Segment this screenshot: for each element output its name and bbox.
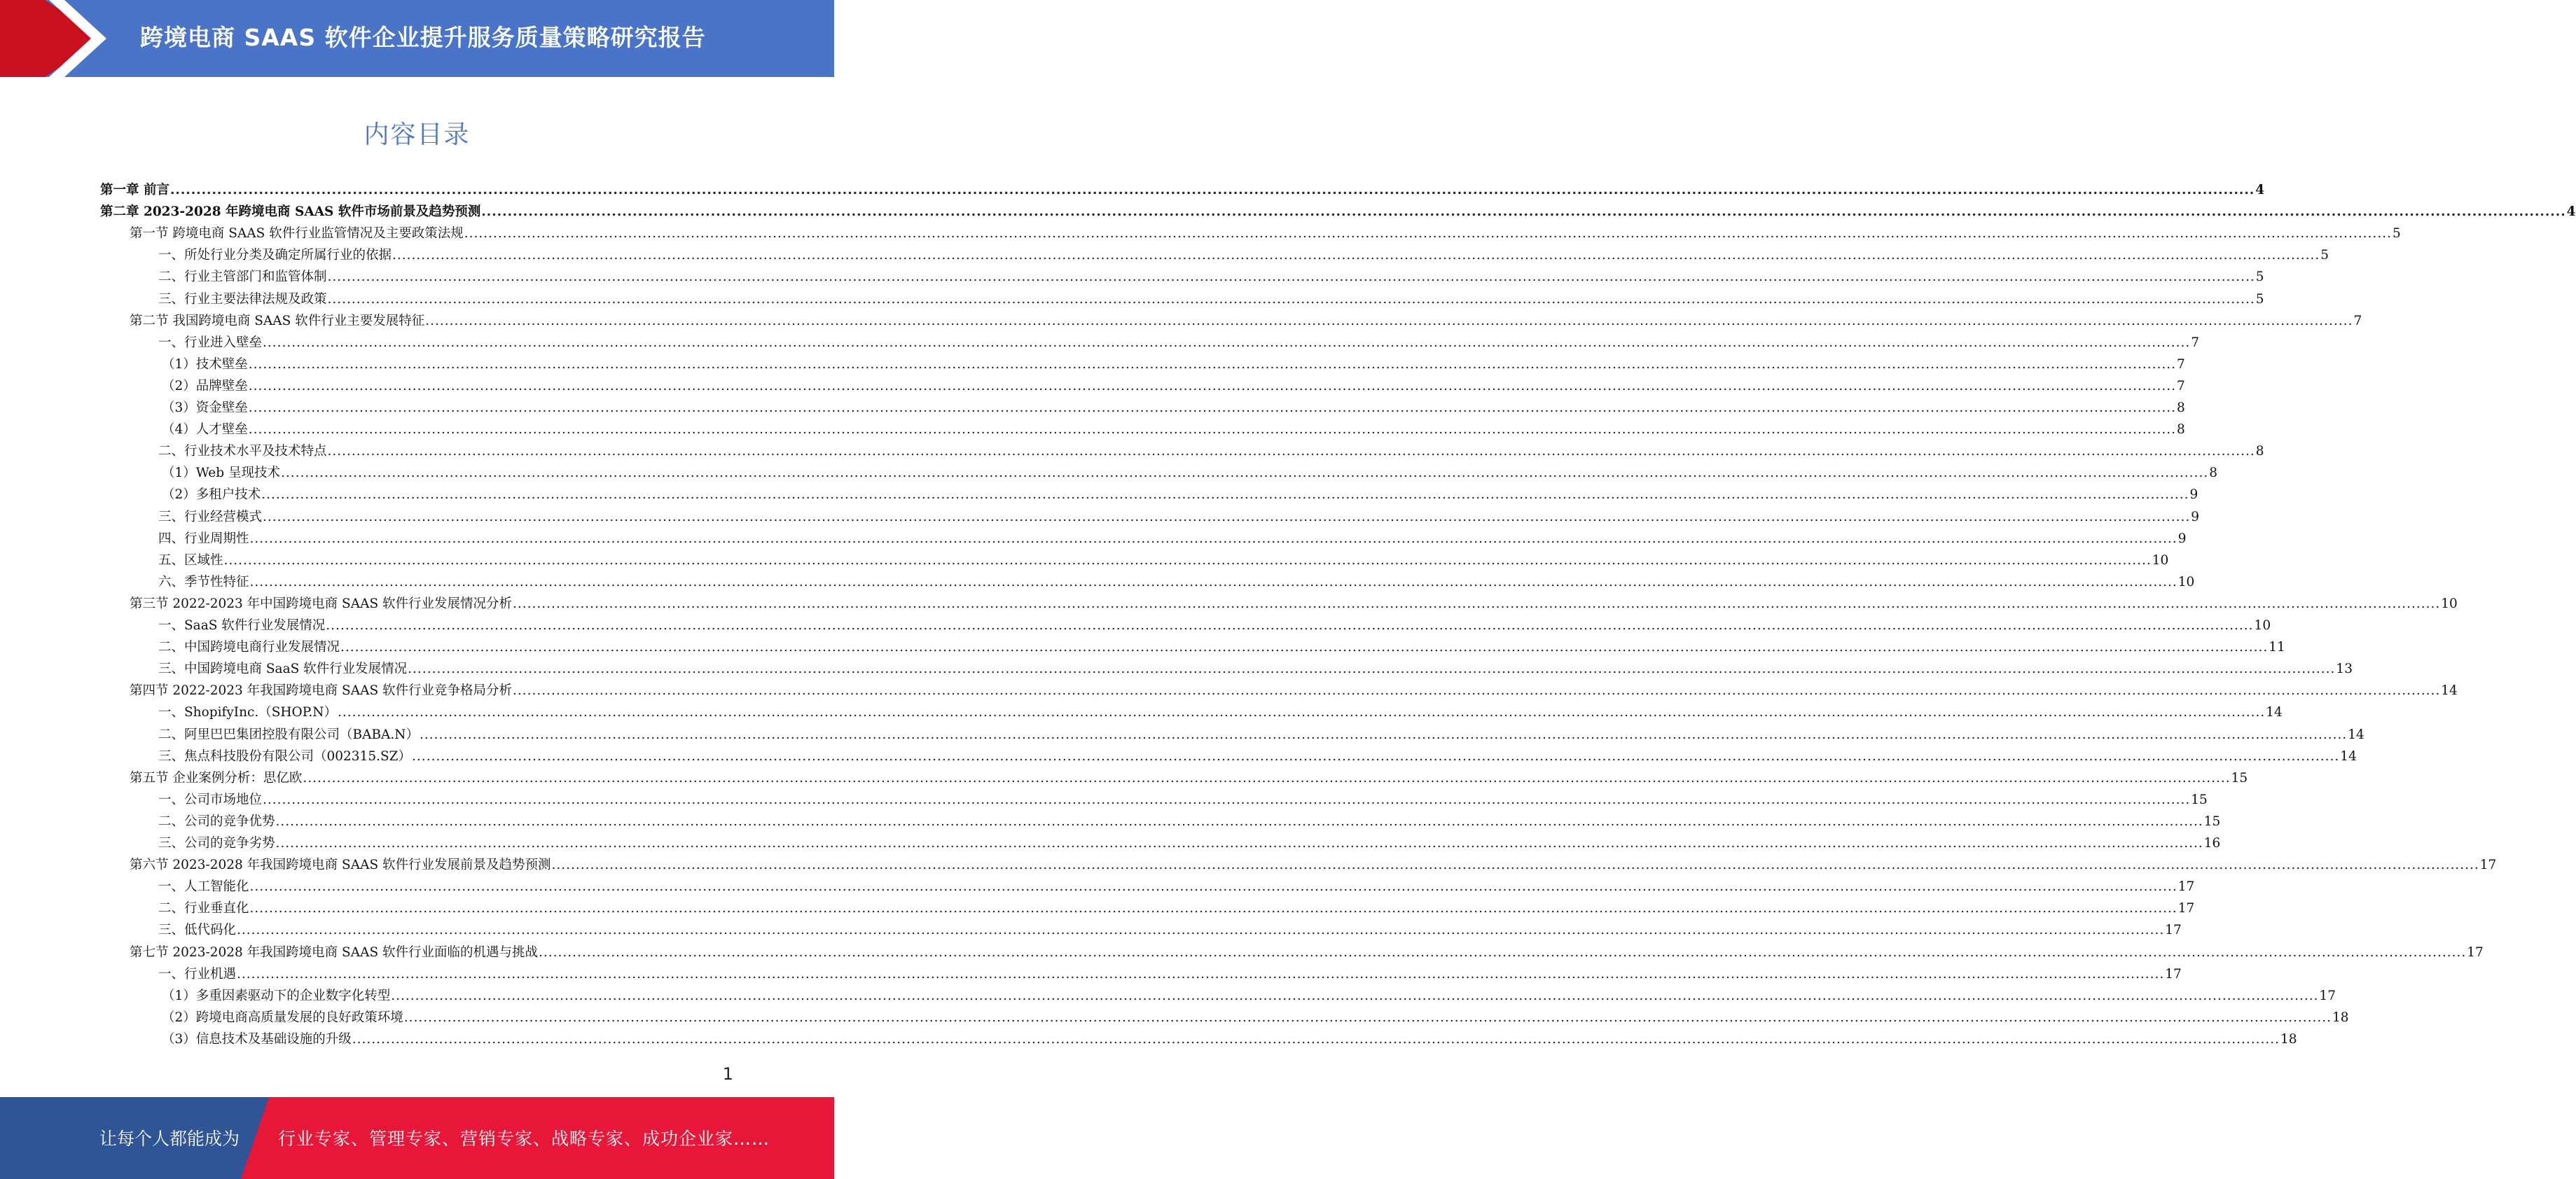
toc-entry-page: 10: [2177, 574, 2195, 590]
toc-dot-leader: ................................................................................................................................................................................................................................................................................................................................................................................................................: [408, 662, 2336, 677]
toc-entry[interactable]: [162, 372, 2185, 394]
toc-entry-label: （1）Web 呈现技术: [162, 466, 280, 481]
toc-entry-page: 17: [2165, 966, 2182, 982]
toc-entry-label: 二、行业技术水平及技术特点: [158, 444, 327, 459]
toc-dot-leader: ................................................................................................................................................................................................................................................................................................................................................................................................................: [419, 727, 2348, 742]
toc-dot-leader: ................................................................................................................................................................................................................................................................................................................................................................................................................: [352, 1031, 2280, 1047]
toc-dot-leader: ................................................................................................................................................................................................................................................................................................................................................................................................................: [327, 444, 2255, 459]
toc-entry-label: （2）多租户技术: [162, 487, 261, 503]
toc-entry[interactable]: [158, 873, 2195, 895]
toc-entry-label: 一、所处行业分类及确定所属行业的依据: [158, 248, 392, 263]
toc-dot-leader: ................................................................................................................................................................................................................................................................................................................................................................................................................: [169, 183, 2255, 197]
toc-dot-leader: ................................................................................................................................................................................................................................................................................................................................................................................................................: [249, 879, 2177, 895]
toc-entry-page: 11: [2269, 640, 2285, 655]
toc-entry-label: 第一章 前言: [100, 183, 169, 197]
toc-entry[interactable]: [158, 634, 2285, 655]
toc-dot-leader: ................................................................................................................................................................................................................................................................................................................................................................................................................: [392, 248, 2320, 263]
toc-entry-label: 三、焦点科技股份有限公司（002315.SZ）: [158, 748, 412, 764]
toc-dot-leader: ................................................................................................................................................................................................................................................................................................................................................................................................................: [464, 226, 2392, 242]
toc-entry-page: 15: [2203, 814, 2221, 829]
toc-entry[interactable]: [162, 459, 2217, 481]
toc-entry-page: 10: [2152, 552, 2169, 568]
toc-entry[interactable]: [130, 220, 2401, 242]
toc-dot-leader: ................................................................................................................................................................................................................................................................................................................................................................................................................: [280, 466, 2209, 481]
toc-dot-leader: ................................................................................................................................................................................................................................................................................................................................................................................................................: [513, 596, 2441, 611]
toc-entry-label: （3）资金壁垒: [162, 400, 248, 415]
toc-entry-label: 二、行业垂直化: [158, 901, 249, 916]
toc-entry-page: 17: [2467, 944, 2484, 960]
toc-entry-page: 4: [2566, 204, 2576, 220]
toc-entry[interactable]: [158, 286, 2264, 307]
toc-entry[interactable]: [158, 721, 2364, 743]
toc-entry-label: 一、ShopifyInc.（SHOP.N）: [158, 705, 337, 720]
toc-dot-leader: ................................................................................................................................................................................................................................................................................................................................................................................................................: [263, 335, 2191, 350]
toc-entry[interactable]: [158, 808, 2221, 830]
toc-entry-label: 二、行业主管部门和监管体制: [158, 270, 327, 285]
toc-dot-leader: ................................................................................................................................................................................................................................................................................................................................................................................................................: [263, 509, 2191, 524]
toc-entry-page: 5: [2320, 248, 2329, 263]
toc-dot-leader: ................................................................................................................................................................................................................................................................................................................................................................................................................: [249, 574, 2177, 590]
footer-slogan-right: 行业专家、管理专家、营销专家、战略专家、成功企业家……: [278, 1129, 770, 1149]
toc-entry-page: 5: [2255, 270, 2264, 285]
toc-dot-leader: ................................................................................................................................................................................................................................................................................................................................................................................................................: [275, 814, 2203, 829]
toc-entry[interactable]: [158, 916, 2182, 938]
toc-entry-page: 17: [2319, 988, 2336, 1003]
toc-entry-page: 8: [2255, 444, 2264, 459]
toc-dot-leader: ................................................................................................................................................................................................................................................................................................................................................................................................................: [261, 487, 2189, 503]
toc-entry-page: 10: [2254, 618, 2271, 633]
toc-dot-leader: ................................................................................................................................................................................................................................................................................................................................................................................................................: [326, 618, 2254, 633]
toc-entry-page: 4: [2255, 183, 2265, 197]
toc-entry-label: 二、阿里巴巴集团控股有限公司（BABA.N）: [158, 727, 419, 742]
toc-dot-leader: ................................................................................................................................................................................................................................................................................................................................................................................................................: [248, 378, 2177, 393]
toc-dot-leader: ................................................................................................................................................................................................................................................................................................................................................................................................................: [303, 770, 2231, 786]
toc-entry-page: 17: [2177, 879, 2195, 895]
toc-entry[interactable]: [158, 830, 2221, 851]
toc-entry[interactable]: [162, 1004, 2349, 1026]
toc-entry-page: 8: [2177, 422, 2185, 438]
toc-entry-label: 三、行业经营模式: [158, 509, 263, 524]
toc-entry[interactable]: [100, 198, 2576, 220]
toc-entry-label: （1）多重因素驱动下的企业数字化转型: [162, 988, 391, 1003]
toc-entry[interactable]: [130, 851, 2497, 873]
toc-dot-leader: ................................................................................................................................................................................................................................................................................................................................................................................................................: [248, 422, 2177, 438]
toc-entry[interactable]: [158, 895, 2195, 916]
toc-entry-label: 第五节 企业案例分析：思亿欧: [130, 770, 303, 786]
toc-entry-page: 18: [2332, 1010, 2349, 1025]
toc-entry-page: 8: [2177, 400, 2185, 415]
footer-slogan-left: 让每个人都能成为: [99, 1129, 240, 1149]
toc-entry-page: 7: [2353, 313, 2362, 328]
toc-dot-leader: ................................................................................................................................................................................................................................................................................................................................................................................................................: [425, 313, 2353, 328]
toc-entry-label: 六、季节性特征: [158, 574, 249, 590]
toc-entry[interactable]: [158, 568, 2195, 590]
toc-entry-page: 14: [2340, 748, 2357, 764]
toc-entry-label: 五、区域性: [158, 552, 223, 568]
toc-entry[interactable]: [158, 503, 2200, 525]
toc-entry-page: 7: [2177, 356, 2185, 372]
toc-entry[interactable]: [158, 786, 2208, 808]
toc-entry-page: 14: [2441, 683, 2458, 699]
toc-entry[interactable]: [130, 765, 2248, 786]
toc-dot-leader: ................................................................................................................................................................................................................................................................................................................................................................................................................: [551, 858, 2479, 873]
toc-dot-leader: ................................................................................................................................................................................................................................................................................................................................................................................................................: [338, 705, 2266, 720]
report-title: 跨境电商 SAAS 软件企业提升服务质量策略研究报告: [140, 24, 706, 51]
toc-entry[interactable]: [162, 481, 2198, 503]
toc-entry-page: 7: [2177, 378, 2185, 393]
toc-dot-leader: ................................................................................................................................................................................................................................................................................................................................................................................................................: [391, 988, 2319, 1003]
toc-entry-label: 第二章 2023-2028 年跨境电商 SAAS 软件市场前景及趋势预测: [100, 204, 481, 220]
toc-heading: 内容目录: [363, 120, 471, 149]
page-footer: [0, 1097, 834, 1179]
toc-entry-label: （3）信息技术及基础设施的升级: [162, 1031, 352, 1047]
toc-entry-page: 16: [2203, 836, 2221, 851]
toc-dot-leader: ................................................................................................................................................................................................................................................................................................................................................................................................................: [237, 923, 2165, 938]
page-header: [0, 0, 834, 77]
toc-dot-leader: ................................................................................................................................................................................................................................................................................................................................................................................................................: [249, 531, 2177, 546]
toc-entry-label: （1）技术壁垒: [162, 356, 248, 372]
toc-entry[interactable]: [158, 329, 2200, 351]
toc-dot-leader: ................................................................................................................................................................................................................................................................................................................................................................................................................: [513, 683, 2441, 699]
toc-entry[interactable]: [130, 677, 2458, 699]
toc-entry-label: 一、人工智能化: [158, 879, 249, 895]
toc-entry-page: 14: [2266, 705, 2283, 720]
toc-entry-page: 18: [2280, 1031, 2297, 1047]
toc-entry-page: 17: [2177, 901, 2195, 916]
toc-entry-page: 9: [2191, 509, 2200, 524]
toc-entry-label: 第二节 我国跨境电商 SAAS 软件行业主要发展特征: [130, 313, 425, 328]
toc-dot-leader: ................................................................................................................................................................................................................................................................................................................................................................................................................: [481, 204, 2566, 220]
toc-entry-page: 17: [2165, 923, 2182, 938]
toc-entry[interactable]: [162, 416, 2185, 438]
toc-dot-leader: ................................................................................................................................................................................................................................................................................................................................................................................................................: [248, 400, 2177, 415]
toc-entry[interactable]: [162, 351, 2185, 372]
page-number: 1: [722, 1064, 733, 1084]
toc-entry-page: 10: [2441, 596, 2458, 611]
toc-entry-label: 第六节 2023-2028 年我国跨境电商 SAAS 软件行业发展前景及趋势预测: [130, 858, 551, 873]
toc-entry-label: 四、行业周期性: [158, 531, 249, 546]
toc-entry[interactable]: [100, 176, 2265, 198]
toc-dot-leader: ................................................................................................................................................................................................................................................................................................................................................................................................................: [248, 356, 2177, 372]
toc-entry[interactable]: [130, 939, 2484, 961]
toc-entry-label: 第七节 2023-2028 年我国跨境电商 SAAS 软件行业面临的机遇与挑战: [130, 944, 539, 960]
toc-dot-leader: ................................................................................................................................................................................................................................................................................................................................................................................................................: [275, 836, 2203, 851]
toc-dot-leader: ................................................................................................................................................................................................................................................................................................................................................................................................................: [403, 1010, 2332, 1025]
toc-entry-label: 三、行业主要法律法规及政策: [158, 291, 327, 307]
toc-entry[interactable]: [158, 655, 2353, 677]
toc-entry-label: 三、中国跨境电商 SaaS 软件行业发展情况: [158, 662, 408, 677]
toc-entry[interactable]: [158, 743, 2357, 765]
toc-entry[interactable]: [130, 590, 2458, 612]
toc-entry[interactable]: [158, 263, 2264, 285]
toc-entry-page: 15: [2231, 770, 2248, 786]
toc-dot-leader: ................................................................................................................................................................................................................................................................................................................................................................................................................: [249, 901, 2177, 916]
toc-entry-label: 一、行业进入壁垒: [158, 335, 263, 350]
toc-entry-page: 8: [2209, 466, 2217, 481]
toc-dot-leader: ................................................................................................................................................................................................................................................................................................................................................................................................................: [412, 748, 2340, 764]
toc-entry-label: 一、SaaS 软件行业发展情况: [158, 618, 326, 633]
toc-entry-label: 一、公司市场地位: [158, 792, 263, 807]
toc-entry[interactable]: [158, 547, 2169, 568]
toc-entry-page: 14: [2348, 727, 2364, 742]
toc-dot-leader: ................................................................................................................................................................................................................................................................................................................................................................................................................: [237, 966, 2165, 982]
toc-entry-label: （4）人才壁垒: [162, 422, 248, 438]
toc-entry[interactable]: [162, 982, 2336, 1004]
toc-entry[interactable]: [158, 525, 2187, 547]
toc-entry[interactable]: [162, 394, 2185, 416]
toc-dot-leader: ................................................................................................................................................................................................................................................................................................................................................................................................................: [539, 944, 2467, 960]
toc-entry[interactable]: [158, 961, 2182, 982]
toc-entry-label: 三、公司的竞争劣势: [158, 836, 275, 851]
toc-dot-leader: ................................................................................................................................................................................................................................................................................................................................................................................................................: [223, 552, 2152, 568]
toc-entry-label: 三、低代码化: [158, 923, 237, 938]
toc-entry-page: 13: [2336, 662, 2353, 677]
toc-entry-page: 5: [2255, 291, 2264, 307]
toc-entry[interactable]: [158, 438, 2264, 459]
toc-entry[interactable]: [162, 1026, 2297, 1047]
toc-dot-leader: ................................................................................................................................................................................................................................................................................................................................................................................................................: [327, 291, 2255, 307]
toc-dot-leader: ................................................................................................................................................................................................................................................................................................................................................................................................................: [340, 640, 2269, 655]
toc-entry-label: （2）跨境电商高质量发展的良好政策环境: [162, 1010, 403, 1025]
toc-entry-label: （2）品牌壁垒: [162, 378, 248, 393]
toc-entry-page: 17: [2479, 858, 2497, 873]
toc-entry-page: 9: [2189, 487, 2198, 503]
toc-entry[interactable]: [158, 612, 2271, 634]
toc-entry-page: 15: [2191, 792, 2208, 807]
toc-entry-page: 5: [2392, 226, 2401, 242]
toc-entry-label: 一、行业机遇: [158, 966, 237, 982]
toc-entry[interactable]: [158, 699, 2283, 720]
toc-entry[interactable]: [130, 307, 2362, 329]
toc-entry-label: 二、中国跨境电商行业发展情况: [158, 640, 340, 655]
toc-entry-label: 第四节 2022-2023 年我国跨境电商 SAAS 软件行业竞争格局分析: [130, 683, 513, 699]
toc-dot-leader: ................................................................................................................................................................................................................................................................................................................................................................................................................: [263, 792, 2191, 807]
toc-entry-label: 第一节 跨境电商 SAAS 软件行业监管情况及主要政策法规: [130, 226, 464, 242]
toc-entry-label: 二、公司的竞争优势: [158, 814, 275, 829]
toc-entry[interactable]: [158, 242, 2329, 263]
toc-entry-page: 7: [2191, 335, 2200, 350]
toc-entry-label: 第三节 2022-2023 年中国跨境电商 SAAS 软件行业发展情况分析: [130, 596, 513, 611]
toc-entry-page: 9: [2177, 531, 2187, 546]
toc-dot-leader: ................................................................................................................................................................................................................................................................................................................................................................................................................: [327, 270, 2255, 285]
